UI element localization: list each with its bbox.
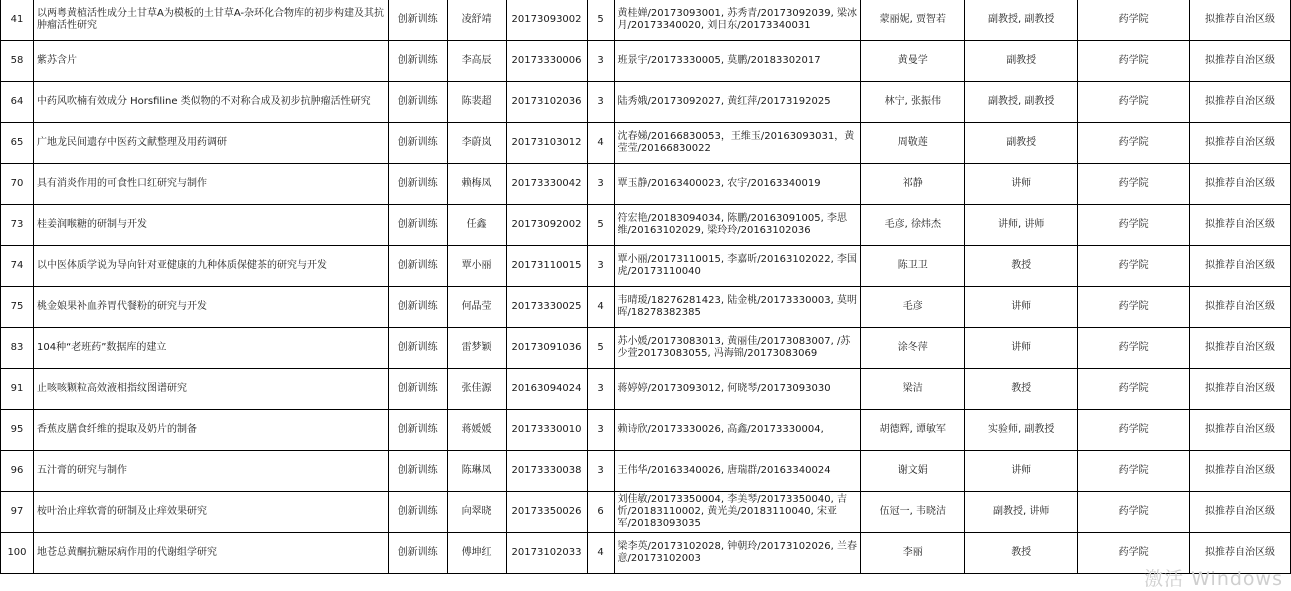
project-type-cell[interactable]: 创新训练 [388,164,447,205]
table-row [1,0,1291,41]
row-number-cell[interactable]: 65 [1,123,34,164]
row-number-cell[interactable]: 75 [1,287,34,328]
members-cell[interactable]: 沈春娣/20166830053，王维玉/20163093031，黄莹莹/20166830022 [614,123,861,164]
project-title-cell[interactable]: 地苍总黄酮抗糖尿病作用的代谢组学研究 [33,533,388,574]
student-id-cell[interactable]: 20173093002 [506,0,587,41]
project-type-cell[interactable]: 创新训练 [388,533,447,574]
project-type-cell[interactable]: 创新训练 [388,328,447,369]
level-cell[interactable]: 拟推荐自治区级 [1190,451,1291,492]
row-number-cell[interactable]: 74 [1,246,34,287]
student-id-cell[interactable]: 20173110015 [506,246,587,287]
row-number-cell[interactable]: 58 [1,41,34,82]
member-count-cell[interactable]: 3 [587,82,614,123]
project-type-cell[interactable]: 创新训练 [388,82,447,123]
leader-name-cell[interactable]: 雷梦颖 [447,328,506,369]
row-number-cell[interactable]: 100 [1,533,34,574]
member-count-cell[interactable]: 5 [587,205,614,246]
college-cell[interactable]: 药学院 [1078,123,1190,164]
college-cell[interactable]: 药学院 [1078,205,1190,246]
row-number-cell[interactable]: 70 [1,164,34,205]
members-cell[interactable]: 韦晴瑷/18276281423, 陆金桃/20173330003, 莫明晖/18278382385 [614,287,861,328]
project-type-cell[interactable]: 创新训练 [388,369,447,410]
level-cell[interactable]: 拟推荐自治区级 [1190,369,1291,410]
project-type-cell[interactable]: 创新训练 [388,287,447,328]
level-cell[interactable]: 拟推荐自治区级 [1190,205,1291,246]
advisor-cell[interactable]: 涂冬萍 [861,328,965,369]
leader-name-cell[interactable]: 陈琳凤 [447,451,506,492]
table-row [1,369,1291,410]
advisor-cell[interactable]: 陈卫卫 [861,246,965,287]
project-title-cell[interactable]: 具有消炎作用的可食性口红研究与制作 [33,164,388,205]
table-row [1,82,1291,123]
level-cell[interactable]: 拟推荐自治区级 [1190,287,1291,328]
member-count-cell[interactable]: 3 [587,451,614,492]
level-cell[interactable]: 拟推荐自治区级 [1190,410,1291,451]
level-cell[interactable]: 拟推荐自治区级 [1190,533,1291,574]
student-id-cell[interactable]: 20173102033 [506,533,587,574]
advisor-cell[interactable]: 毛彦 [861,287,965,328]
project-title-cell[interactable]: 104种“老班药”数据库的建立 [33,328,388,369]
student-id-cell[interactable]: 20173102036 [506,82,587,123]
windows-activation-watermark: 激活 Windows [1144,568,1283,590]
table-row [1,492,1291,533]
student-id-cell[interactable]: 20163094024 [506,369,587,410]
members-cell[interactable]: 覃小丽/20173110015, 李嘉昕/20163102022, 李国虎/20173110040 [614,246,861,287]
table-row [1,328,1291,369]
college-cell[interactable]: 药学院 [1078,82,1190,123]
advisor-rank-cell[interactable]: 教授 [965,369,1078,410]
level-cell[interactable]: 拟推荐自治区级 [1190,0,1291,41]
student-id-cell[interactable]: 20173350026 [506,492,587,533]
project-type-cell[interactable]: 创新训练 [388,41,447,82]
row-number-cell[interactable]: 64 [1,82,34,123]
college-cell[interactable]: 药学院 [1078,246,1190,287]
member-count-cell[interactable]: 3 [587,410,614,451]
leader-name-cell[interactable]: 张佳源 [447,369,506,410]
advisor-cell[interactable]: 梁洁 [861,369,965,410]
advisor-cell[interactable]: 伍冠一, 韦晓洁 [861,492,965,533]
table-row [1,451,1291,492]
college-cell[interactable]: 药学院 [1078,533,1190,574]
table-body [1,0,1291,574]
members-cell[interactable]: 班景宇/20173330005, 莫鹏/20183302017 [614,41,861,82]
members-cell[interactable]: 梁李英/20173102028, 钟朝玲/20173102026, 兰春意/20173102003 [614,533,861,574]
member-count-cell[interactable]: 4 [587,123,614,164]
table-row [1,246,1291,287]
student-id-cell[interactable]: 20173092002 [506,205,587,246]
leader-name-cell[interactable]: 蒋媛媛 [447,410,506,451]
project-title-cell[interactable]: 香蕉皮膳食纤维的提取及奶片的制备 [33,410,388,451]
row-number-cell[interactable]: 73 [1,205,34,246]
advisor-cell[interactable]: 林宁, 张振伟 [861,82,965,123]
project-title-cell[interactable]: 中药风吹楠有效成分 Horsfiline 类似物的不对称合成及初步抗肿瘤活性研究 [33,82,388,123]
table-row [1,41,1291,82]
advisor-cell[interactable]: 毛彦, 徐炜杰 [861,205,965,246]
members-cell[interactable]: 刘佳敏/20173350004, 李美琴/20173350040, 吉忻/20183110002, 黄光美/20183110040, 宋亚军/20183093035 [614,492,861,533]
members-cell[interactable]: 苏小媛/20173083013, 黄丽佳/20173083007, /苏少萱20173083055, 冯海锦/20173083069 [614,328,861,369]
project-title-cell[interactable]: 以两粤黄植活性成分土甘草A为模板的土甘草A-杂环化合物库的初步构建及其抗肿瘤活性研究 [33,0,388,41]
member-count-cell[interactable]: 3 [587,41,614,82]
leader-name-cell[interactable]: 向翠晓 [447,492,506,533]
advisor-rank-cell[interactable]: 副教授 [965,41,1078,82]
project-type-cell[interactable]: 创新训练 [388,123,447,164]
project-type-cell[interactable]: 创新训练 [388,205,447,246]
advisor-cell[interactable]: 李丽 [861,533,965,574]
level-cell[interactable]: 拟推荐自治区级 [1190,123,1291,164]
project-title-cell[interactable]: 桃金娘果补血养胃代餐粉的研究与开发 [33,287,388,328]
student-id-cell[interactable]: 20173330042 [506,164,587,205]
advisor-cell[interactable]: 胡德辉, 谭敏军 [861,410,965,451]
table-row [1,164,1291,205]
level-cell[interactable]: 拟推荐自治区级 [1190,41,1291,82]
members-cell[interactable]: 黄桂婵/20173093001, 苏秀青/20173092039, 梁冰月/20173340020, 刘日东/20173340031 [614,0,861,41]
advisor-rank-cell[interactable]: 讲师 [965,164,1078,205]
leader-name-cell[interactable]: 李蔚岚 [447,123,506,164]
leader-name-cell[interactable]: 陈裴超 [447,82,506,123]
project-type-cell[interactable]: 创新训练 [388,246,447,287]
leader-name-cell[interactable]: 凌舒靖 [447,0,506,41]
project-type-cell[interactable]: 创新训练 [388,0,447,41]
level-cell[interactable]: 拟推荐自治区级 [1190,82,1291,123]
college-cell[interactable]: 药学院 [1078,328,1190,369]
member-count-cell[interactable]: 5 [587,0,614,41]
leader-name-cell[interactable]: 覃小丽 [447,246,506,287]
project-type-cell[interactable]: 创新训练 [388,410,447,451]
project-title-cell[interactable]: 桉叶治止痒软膏的研制及止痒效果研究 [33,492,388,533]
member-count-cell[interactable]: 4 [587,533,614,574]
student-id-cell[interactable]: 20173103012 [506,123,587,164]
members-cell[interactable]: 覃玉静/20163400023, 农宇/20163340019 [614,164,861,205]
advisor-rank-cell[interactable]: 副教授, 讲师 [965,492,1078,533]
level-cell[interactable]: 拟推荐自治区级 [1190,492,1291,533]
college-cell[interactable]: 药学院 [1078,410,1190,451]
student-id-cell[interactable]: 20173330025 [506,287,587,328]
member-count-cell[interactable]: 5 [587,328,614,369]
level-cell[interactable]: 拟推荐自治区级 [1190,246,1291,287]
row-number-cell[interactable]: 96 [1,451,34,492]
advisor-cell[interactable]: 周敬莲 [861,123,965,164]
college-cell[interactable]: 药学院 [1078,287,1190,328]
project-title-cell[interactable]: 以中医体质学说为导向针对亚健康的九种体质保健茶的研究与开发 [33,246,388,287]
level-cell[interactable]: 拟推荐自治区级 [1190,328,1291,369]
row-number-cell[interactable]: 41 [1,0,34,41]
project-title-cell[interactable]: 广地龙民间遗存中医药文献整理及用药调研 [33,123,388,164]
advisor-rank-cell[interactable]: 副教授, 副教授 [965,82,1078,123]
project-title-cell[interactable]: 五汁膏的研究与制作 [33,451,388,492]
project-type-cell[interactable]: 创新训练 [388,492,447,533]
advisor-rank-cell[interactable]: 副教授 [965,123,1078,164]
leader-name-cell[interactable]: 何晶莹 [447,287,506,328]
advisor-rank-cell[interactable]: 教授 [965,246,1078,287]
college-cell[interactable]: 药学院 [1078,164,1190,205]
project-title-cell[interactable]: 桂姜润喉糖的研制与开发 [33,205,388,246]
table-row [1,205,1291,246]
row-number-cell[interactable]: 95 [1,410,34,451]
row-number-cell[interactable]: 97 [1,492,34,533]
leader-name-cell[interactable]: 任鑫 [447,205,506,246]
table-row [1,123,1291,164]
advisor-cell[interactable]: 蒙丽妮, 贾智若 [861,0,965,41]
project-title-cell[interactable]: 紫苏含片 [33,41,388,82]
advisor-cell[interactable]: 黄曼学 [861,41,965,82]
advisor-rank-cell[interactable]: 实验师, 副教授 [965,410,1078,451]
project-type-cell[interactable]: 创新训练 [388,451,447,492]
row-number-cell[interactable]: 91 [1,369,34,410]
member-count-cell[interactable]: 4 [587,287,614,328]
college-cell[interactable]: 药学院 [1078,369,1190,410]
advisor-rank-cell[interactable]: 讲师 [965,287,1078,328]
members-cell[interactable]: 陆秀娥/20173092027, 黄红萍/20173192025 [614,82,861,123]
advisor-rank-cell[interactable]: 副教授, 副教授 [965,0,1078,41]
advisor-cell[interactable]: 谢文娟 [861,451,965,492]
table-row [1,533,1291,574]
advisor-rank-cell[interactable]: 讲师 [965,328,1078,369]
college-cell[interactable]: 药学院 [1078,0,1190,41]
leader-name-cell[interactable]: 赖梅凤 [447,164,506,205]
advisor-cell[interactable]: 祁静 [861,164,965,205]
project-title-cell[interactable]: 止咳咳颗粒高效液相指纹图谱研究 [33,369,388,410]
table-row [1,410,1291,451]
level-cell[interactable]: 拟推荐自治区级 [1190,164,1291,205]
member-count-cell[interactable]: 3 [587,246,614,287]
student-id-cell[interactable]: 20173091036 [506,328,587,369]
row-number-cell[interactable]: 83 [1,328,34,369]
advisor-rank-cell[interactable]: 讲师 [965,451,1078,492]
leader-name-cell[interactable]: 傅坤红 [447,533,506,574]
advisor-rank-cell[interactable]: 讲师, 讲师 [965,205,1078,246]
member-count-cell[interactable]: 6 [587,492,614,533]
college-cell[interactable]: 药学院 [1078,41,1190,82]
student-id-cell[interactable]: 20173330038 [506,451,587,492]
member-count-cell[interactable]: 3 [587,164,614,205]
members-cell[interactable]: 赖诗欣/20173330026, 高鑫/20173330004, [614,410,861,451]
college-cell[interactable]: 药学院 [1078,492,1190,533]
members-cell[interactable]: 王伟华/20163340026, 唐瑞群/20163340024 [614,451,861,492]
student-id-cell[interactable]: 20173330006 [506,41,587,82]
advisor-rank-cell[interactable]: 教授 [965,533,1078,574]
table-row [1,287,1291,328]
member-count-cell[interactable]: 3 [587,369,614,410]
student-id-cell[interactable]: 20173330010 [506,410,587,451]
members-cell[interactable]: 蒋婷婷/20173093012, 何晓琴/20173093030 [614,369,861,410]
college-cell[interactable]: 药学院 [1078,451,1190,492]
members-cell[interactable]: 符宏艳/20183094034, 陈鹏/20163091005, 李思维/20163102029, 梁玲玲/20163102036 [614,205,861,246]
leader-name-cell[interactable]: 李高辰 [447,41,506,82]
